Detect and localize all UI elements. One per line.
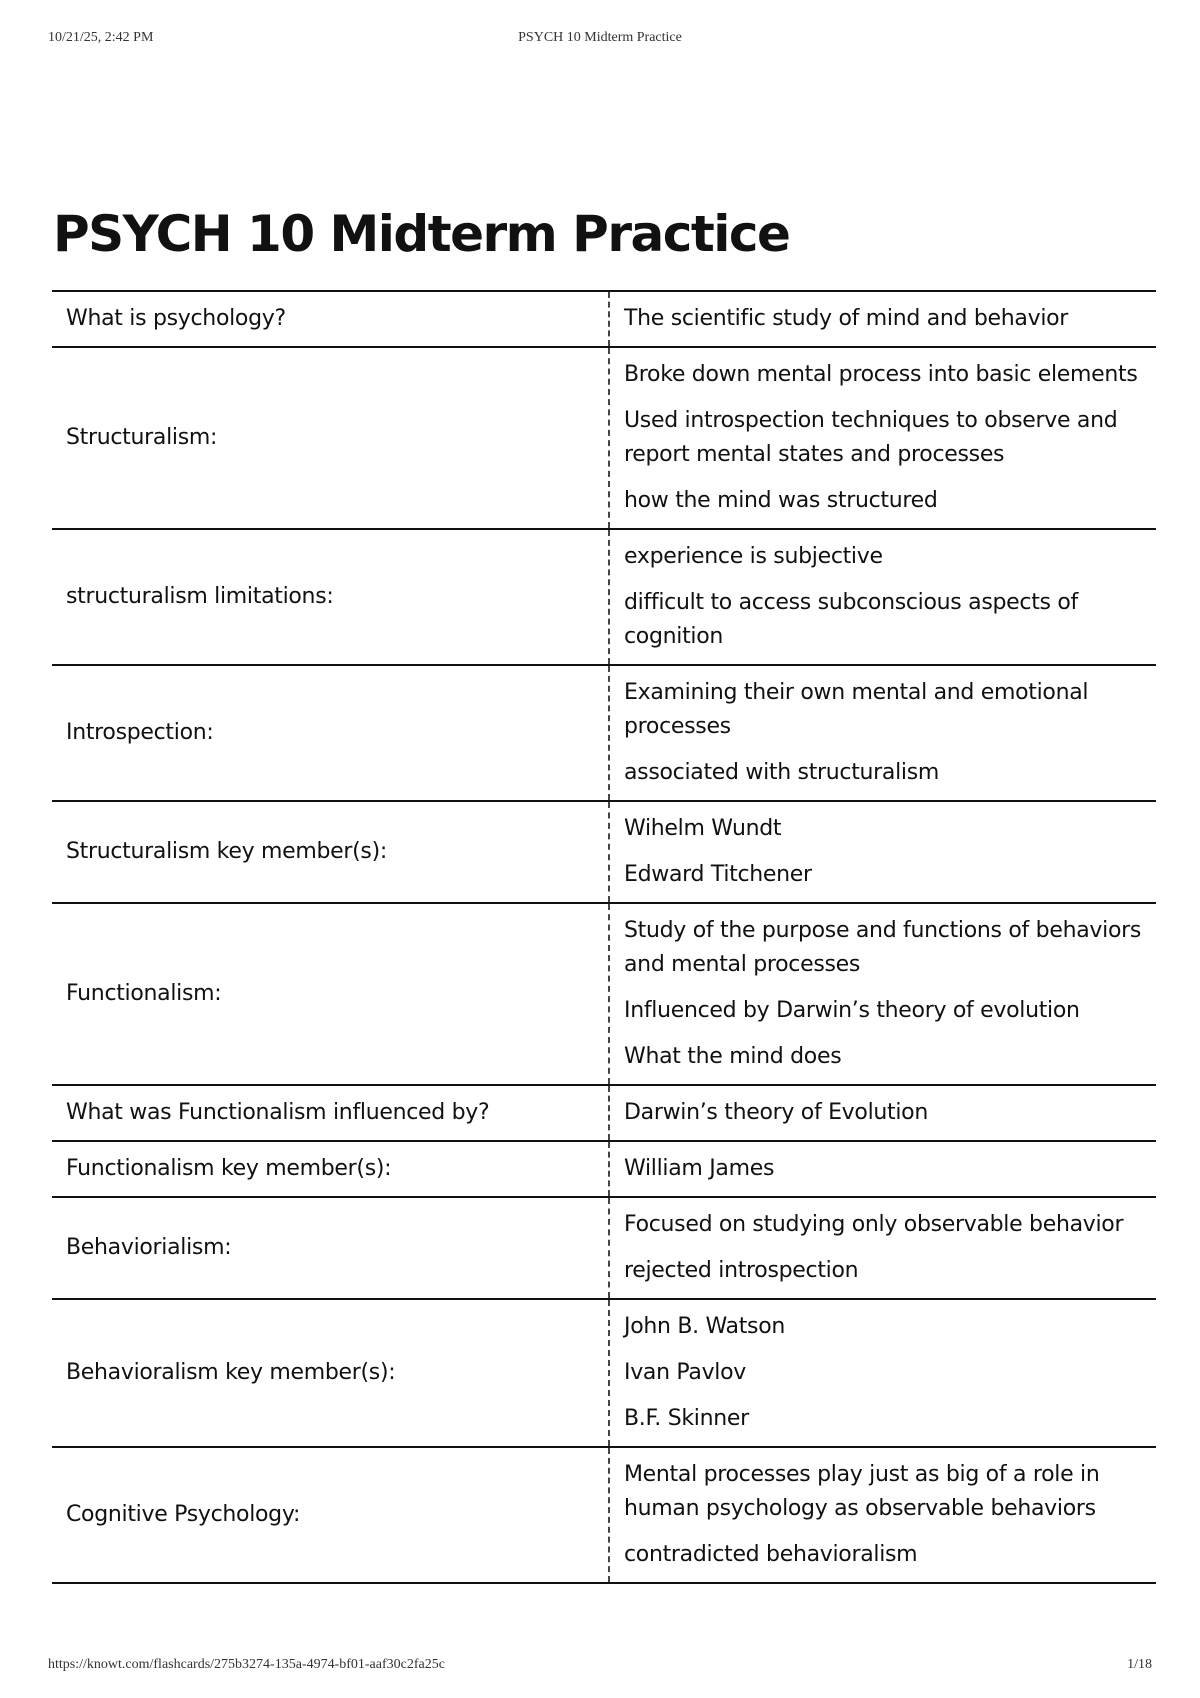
definition-line: rejected introspection — [624, 1258, 859, 1283]
flashcard-term: Behaviorialism: — [52, 1197, 609, 1299]
flashcard-row — [52, 291, 1156, 347]
definition-line: B.F. Skinner — [624, 1406, 749, 1431]
flashcard-row — [52, 1197, 1156, 1299]
flashcard-term: structuralism limitations: — [52, 529, 609, 665]
flashcard-table-body — [52, 291, 1156, 1583]
flashcard-term: What was Functionalism influenced by? — [52, 1085, 609, 1141]
flashcard-term: Cognitive Psychology: — [52, 1447, 609, 1583]
flashcard-definition — [609, 1141, 1156, 1197]
page-number: 1/18 — [1127, 1657, 1152, 1672]
definition-line: contradicted behavioralism — [624, 1542, 918, 1567]
flashcard-term: Functionalism key member(s): — [52, 1141, 609, 1197]
definition-line: John B. Watson — [624, 1314, 786, 1339]
print-doc-title: PSYCH 10 Midterm Practice — [518, 30, 682, 45]
flashcard-definition — [609, 1085, 1156, 1141]
print-datetime: 10/21/25, 2:42 PM — [48, 30, 154, 45]
flashcard-row — [52, 347, 1156, 529]
flashcard-term: Structuralism: — [52, 347, 609, 529]
definition-line: Examining their own mental and emotional processes — [624, 680, 1089, 739]
definition-line: Edward Titchener — [624, 862, 812, 887]
flashcard-term: Functionalism: — [52, 903, 609, 1085]
flashcard-definition — [609, 347, 1156, 529]
flashcard-term: What is psychology? — [52, 291, 609, 347]
print-header — [48, 30, 1152, 50]
flashcard-row — [52, 1085, 1156, 1141]
flashcard-definition — [609, 665, 1156, 801]
flashcard-row — [52, 529, 1156, 665]
flashcard-row — [52, 801, 1156, 903]
flashcard-definition — [609, 1197, 1156, 1299]
flashcard-row — [52, 1447, 1156, 1583]
definition-line: Study of the purpose and functions of behaviors and mental processes — [624, 918, 1142, 977]
definition-line: Used introspection techniques to observe and report mental states and processes — [624, 408, 1118, 467]
flashcard-row — [52, 1299, 1156, 1447]
definition-line: Influenced by Darwin’s theory of evolution — [624, 998, 1080, 1023]
flashcard-definition — [609, 1447, 1156, 1583]
definition-line: Mental processes play just as big of a role in human psychology as observable behaviors — [624, 1462, 1100, 1521]
flashcard-row — [52, 665, 1156, 801]
definition-line: Focused on studying only observable behavior — [624, 1212, 1124, 1237]
flashcard-term: Behavioralism key member(s): — [52, 1299, 609, 1447]
flashcard-row — [52, 903, 1156, 1085]
definition-line: William James — [624, 1156, 775, 1181]
definition-line: Ivan Pavlov — [624, 1360, 746, 1385]
flashcard-definition — [609, 291, 1156, 347]
flashcard-term: Structuralism key member(s): — [52, 801, 609, 903]
flashcard-definition — [609, 1299, 1156, 1447]
definition-line: how the mind was structured — [624, 488, 938, 513]
definition-line: Wihelm Wundt — [624, 816, 782, 841]
print-url: https://knowt.com/flashcards/275b3274-135a-4974-bf01-aaf30c2fa25c — [48, 1657, 445, 1672]
page-title: PSYCH 10 Midterm Practice — [53, 205, 790, 263]
definition-line: difficult to access subconscious aspects of cognition — [624, 590, 1078, 649]
definition-line: Broke down mental process into basic elements — [624, 362, 1138, 387]
definition-line: What the mind does — [624, 1044, 842, 1069]
flashcard-row — [52, 1141, 1156, 1197]
definition-line: experience is subjective — [624, 544, 883, 569]
flashcard-definition — [609, 903, 1156, 1085]
definition-line: Darwin’s theory of Evolution — [624, 1100, 928, 1125]
print-footer — [48, 1657, 1152, 1677]
definition-line: associated with structuralism — [624, 760, 940, 785]
flashcard-term: Introspection: — [52, 665, 609, 801]
flashcard-definition — [609, 529, 1156, 665]
flashcard-definition — [609, 801, 1156, 903]
flashcard-table — [52, 290, 1156, 1584]
definition-line: The scientific study of mind and behavior — [624, 306, 1069, 331]
